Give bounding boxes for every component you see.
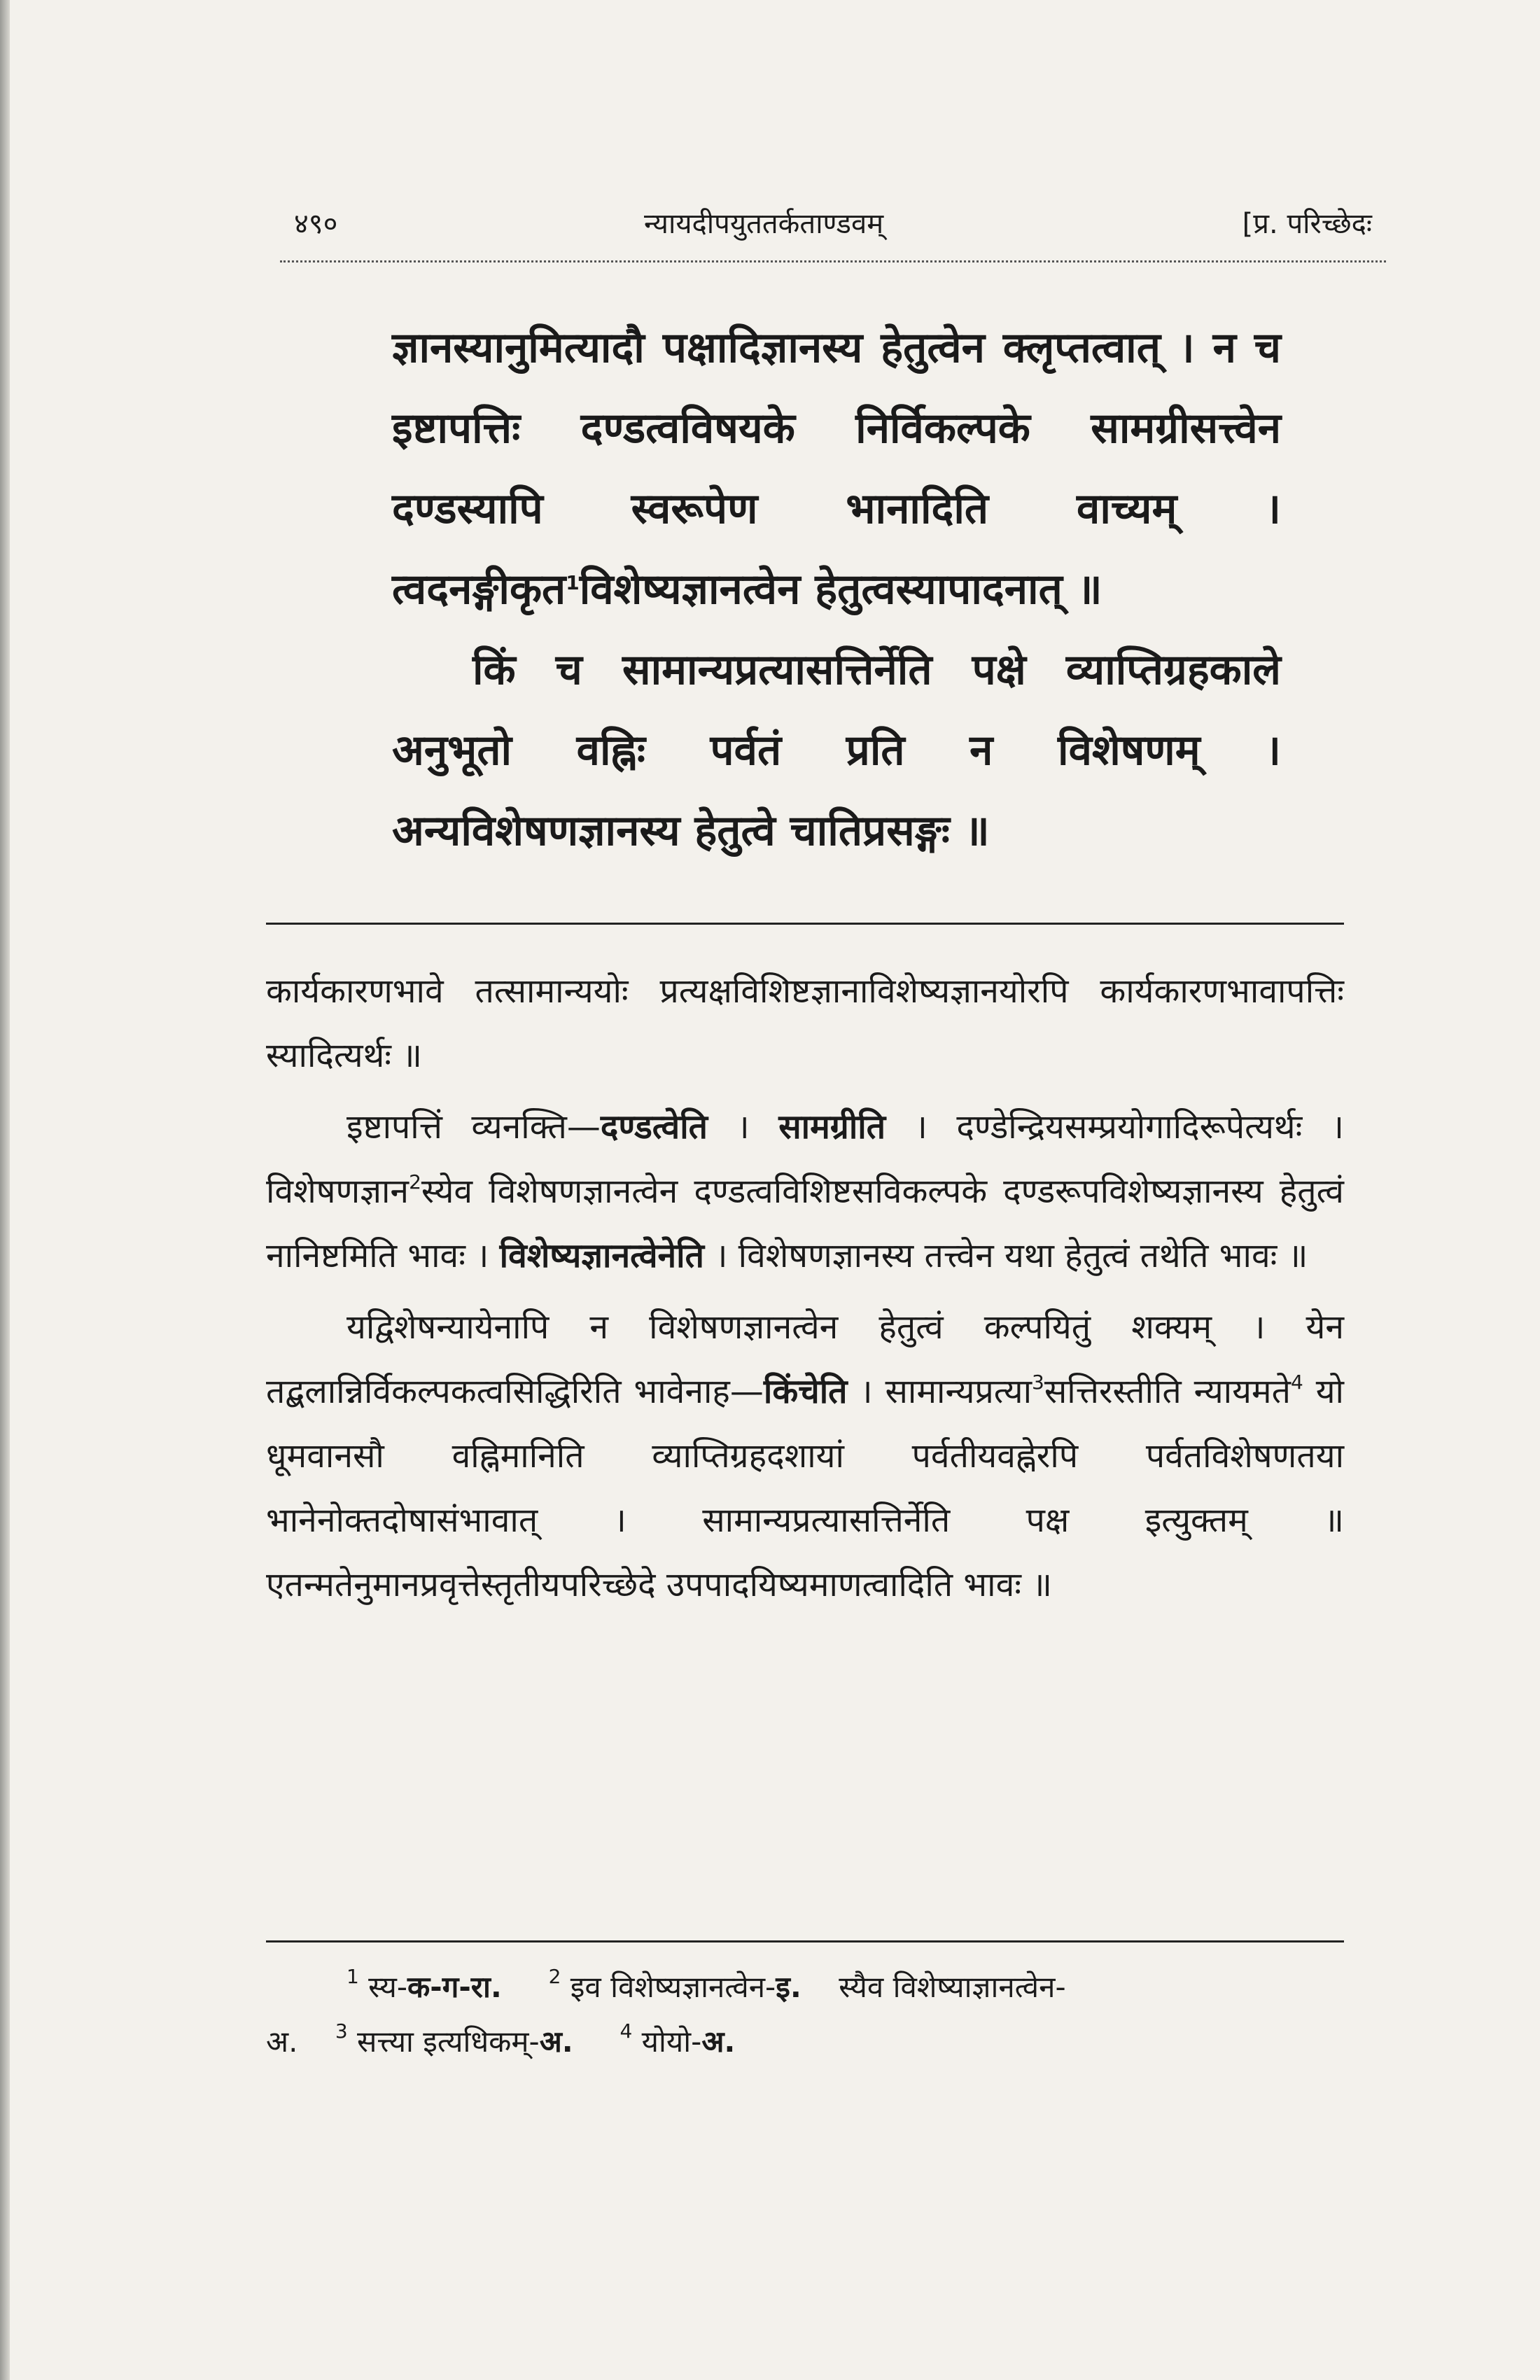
commentary-paragraph-1: कार्यकारणभावे तत्सामान्ययोः प्रत्यक्षविशिष्टज्ञानाविशेष्यज्ञानयोरपि कार्यकारणभावापत्तिः स्यादित्यर्थः ॥ bbox=[266, 972, 1344, 1075]
footnotes bbox=[266, 1960, 1344, 2069]
commentary-paragraph-2: इष्टापत्तिं व्यनक्ति—दण्डत्वेति । सामग्रीति । दण्डेन्द्रियसम्प्रयोगादिरूपेत्यर्थः । विशेषणज्ञान$^2$स्येव विशेषणज्ञानत्वेन दण्डत्वविशिष्टसविकल्पके दण्डरूपविशेष्यज्ञानस्य हेतुत्वं नानिष्टमिति भावः । विशेष्यज्ञानत्वेनेति । विशेषणज्ञानस्य तत्त्वेन यथा हेतुत्वं तथेति भावः ॥ bbox=[266, 1107, 1344, 1275]
commentary-text bbox=[266, 959, 1344, 1617]
lemma-dandatveti: दण्डत्वेति bbox=[600, 1107, 708, 1147]
main-text bbox=[392, 308, 1281, 872]
footnote-divider bbox=[266, 1940, 1344, 1942]
lemma-samagriti: सामग्रीति bbox=[778, 1107, 886, 1147]
header-divider bbox=[280, 260, 1386, 262]
running-title: न्यायदीपयुततर्कताण्डवम् bbox=[644, 208, 884, 240]
footnote-ref-3: 3 bbox=[1032, 1371, 1044, 1394]
footnote-ref-1: 1 bbox=[566, 571, 580, 594]
commentary-paragraph-3: यद्विशेषन्यायेनापि न विशेषणज्ञानत्वेन हेतुत्वं कल्पयितुं शक्यम् । येन तद्बलान्निर्विकल्पकत्वसिद्धिरिति भावेनाह—किंचेति । सामान्यप्रत्या$^3$सत्तिरस्तीति न्यायमते$^4$ यो धूमवानसौ वह्निमानिति व्याप्तिग्रहदशायां पर्वतीयवह्नेरपि पर्वतविशेषणतया भानेनोक्तदोषासंभावात् । सामान्यप्रत्यासत्तिर्नेति पक्ष इत्युक्तम् ॥ एतन्मतेनुमानप्रवृत्तेस्तृतीयपरिच्छेदे उपपादयिष्यमाणत्वादिति भावः ॥ bbox=[266, 1308, 1344, 1604]
footnote-line-1: $^1$ स्य-क-ग-रा. $^2$ इव विशेष्यज्ञानत्वेन-इ. स्यैव विशेष्याज्ञानत्वेन- bbox=[346, 1965, 1066, 2004]
footnote-line-2: अ. $^3$ सत्त्या इत्यधिकम्-अ. $^4$ योयो-अ. bbox=[266, 2019, 736, 2059]
footnote-ref-4: 4 bbox=[1291, 1371, 1303, 1394]
lemma-visheshyajnanatveneti: विशेष्यज्ञानत्वेनेति bbox=[499, 1236, 704, 1275]
page-number: ४९० bbox=[294, 208, 338, 240]
lemma-kinceti: किंचेति bbox=[763, 1372, 848, 1411]
main-paragraph-2: किं च सामान्यप्रत्यासत्तिर्नेति पक्षे व्याप्तिग्रहकाले अनुभूतो वह्निः पर्वतं प्रति न विशेषणम् । अन्यविशेषणज्ञानस्य हेतुत्वे चातिप्रसङ्गः ॥ bbox=[392, 645, 1281, 855]
footnote-ref-2: 2 bbox=[409, 1170, 421, 1194]
page-binding-edge bbox=[0, 0, 10, 2380]
commentary-divider bbox=[266, 923, 1344, 925]
page-header bbox=[280, 196, 1372, 245]
main-paragraph-1: ज्ञानस्यानुमित्यादौ पक्षादिज्ञानस्य हेतुत्वेन क्लृप्तत्वात् । न च इष्टापत्तिः दण्डत्वविषयके निर्विकल्पके सामग्रीसत्त्वेन दण्डस्यापि स्वरूपेण भानादिति वाच्यम् । त्वदनङ्गीकृत$^1$विशेष्यज्ञानत्वेन हेतुत्वस्यापादनात् ॥ bbox=[392, 323, 1281, 614]
section-label: [प्र. परिच्छेदः bbox=[1242, 208, 1372, 240]
